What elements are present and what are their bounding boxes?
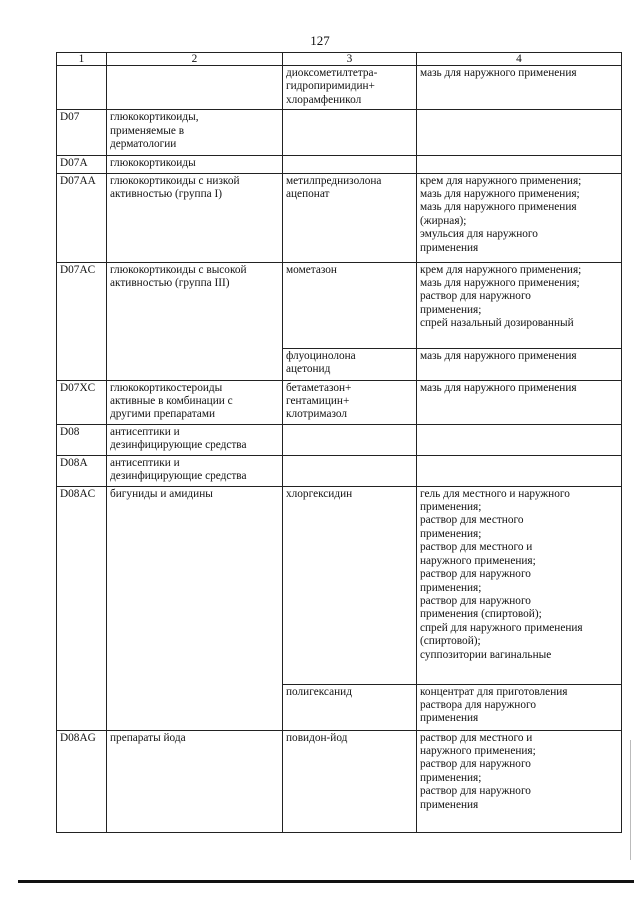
dosage-form-cell: крем для наружного применения; мазь для наружного применения; раствор для наружного применения; спрей назальный дозированный [417,262,622,348]
substance-cell: диоксометилтетра- гидропиримидин+ хлорамфеникол [283,66,417,110]
atc-code-cell: D07AA [57,173,107,262]
dosage-form-cell [417,455,622,486]
header-col-2: 2 [107,53,283,66]
group-cell [107,66,283,110]
table-row [57,730,622,832]
group-cell: глюкокортикостероиды активные в комбинации с другими препаратами [107,380,283,424]
table-row [57,110,622,156]
atc-code-cell: D08 [57,424,107,455]
table-header-row [57,53,622,66]
group-cell: бигуниды и амидины [107,486,283,730]
atc-code-cell: D07AC [57,262,107,380]
substance-cell: хлоргексидин [283,486,417,684]
header-col-1: 1 [57,53,107,66]
substance-cell: полигексанид [283,684,417,730]
dosage-form-cell: крем для наружного применения; мазь для наружного применения; мазь для наружного применения (жирная); эмульсия для наружного применения [417,173,622,262]
dosage-form-cell: концентрат для приготовления раствора для наружного применения [417,684,622,730]
group-cell: глюкокортикоиды с высокой активностью (группа III) [107,262,283,380]
group-cell: глюкокортикоиды с низкой активностью (группа I) [107,173,283,262]
substance-cell [283,110,417,156]
dosage-form-cell: раствор для местного и наружного применения; раствор для наружного применения; раствор для наружного применения [417,730,622,832]
table-row [57,262,622,348]
table-row [57,66,622,110]
substance-cell: флуоцинолона ацетонид [283,348,417,380]
atc-code-cell: D07XC [57,380,107,424]
atc-code-cell: D07A [57,156,107,173]
atc-code-cell [57,66,107,110]
substance-cell [283,156,417,173]
bottom-divider [18,880,634,883]
dosage-form-cell [417,110,622,156]
table-row [57,486,622,684]
dosage-form-cell [417,156,622,173]
atc-code-cell: D07 [57,110,107,156]
table-row [57,455,622,486]
substance-cell: повидон-йод [283,730,417,832]
scan-margin-mark [630,740,631,860]
atc-code-cell: D08AG [57,730,107,832]
atc-code-cell: D08A [57,455,107,486]
substance-cell [283,424,417,455]
drug-classification-table [56,52,622,833]
table-row [57,173,622,262]
dosage-form-cell: мазь для наружного применения [417,380,622,424]
dosage-form-cell: мазь для наружного применения [417,348,622,380]
table-row [57,424,622,455]
table-row [57,380,622,424]
substance-cell: бетаметазон+ гентамицин+ клотримазол [283,380,417,424]
header-col-3: 3 [283,53,417,66]
substance-cell: мометазон [283,262,417,348]
substance-cell: метилпреднизолона ацепонат [283,173,417,262]
group-cell: антисептики и дезинфицирующие средства [107,455,283,486]
dosage-form-cell: мазь для наружного применения [417,66,622,110]
dosage-form-cell: гель для местного и наружного применения; раствор для местного применения; раствор для местного и наружного применения; раствор для наружного применения; раствор для наружного применения (спиртовой); спрей для наружного применения (спиртовой); суппозитории вагинальные [417,486,622,684]
header-col-4: 4 [417,53,622,66]
group-cell: глюкокортикоиды [107,156,283,173]
atc-code-cell: D08AC [57,486,107,730]
group-cell: препараты йода [107,730,283,832]
substance-cell [283,455,417,486]
group-cell: антисептики и дезинфицирующие средства [107,424,283,455]
page-number: 127 [310,33,330,48]
dosage-form-cell [417,424,622,455]
table-row [57,156,622,173]
group-cell: глюкокортикоиды, применяемые в дерматологии [107,110,283,156]
